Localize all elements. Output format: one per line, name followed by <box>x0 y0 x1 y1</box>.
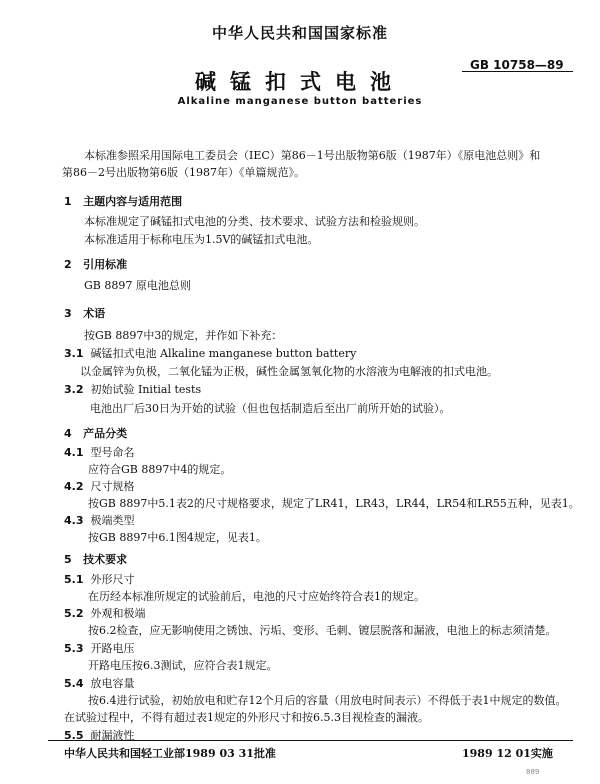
section-5-heading <box>64 551 127 567</box>
subsection-5-2-heading <box>64 605 146 621</box>
subsection-title: 开路电压 <box>90 642 135 655</box>
subsection-number: 4.3 <box>64 514 84 527</box>
section-number: 1 <box>64 195 72 208</box>
subsection-number: 5.5 <box>64 729 84 742</box>
subsection-number: 5.1 <box>64 573 84 586</box>
subsection-4-2-heading <box>64 478 135 494</box>
subsection-number: 3.2 <box>64 383 84 396</box>
subsection-title: 极端类型 <box>90 514 135 527</box>
section-number: 5 <box>64 553 72 566</box>
title-english: Alkaline manganese button batteries <box>177 96 423 107</box>
subsection-title: 型号命名 <box>90 446 135 459</box>
intro-line-2: 第86－2号出版物第6版（1987年）《单篇规范》。 <box>62 166 305 179</box>
intro-line-1: 本标准参照采用国际电工委员会（IEC）第86－1号出版物第6版（1987年）《原电池总则》和 <box>84 149 541 162</box>
subsection-3-1-heading <box>64 345 356 361</box>
section-title: 主题内容与适用范围 <box>83 195 183 208</box>
section-2-line-1: GB 8897 原电池总则 <box>84 279 191 292</box>
section-1-line-1: 本标准规定了碱锰扣式电池的分类、技术要求、试验方法和检验规则。 <box>84 215 425 228</box>
subsection-number: 4.2 <box>64 480 84 493</box>
page-mark: 889 <box>526 768 540 776</box>
section-3-heading <box>64 305 105 321</box>
section-title: 术语 <box>83 307 106 320</box>
subsection-5-2-line-1: 按6.2检查，应无影响使用之锈蚀、污垢、变形、毛刺、镀层脱落和漏液，电池上的标志须清楚。 <box>88 624 557 637</box>
section-title: 产品分类 <box>83 427 128 440</box>
section-2-heading <box>64 256 127 272</box>
section-1-line-2: 本标准适用于标称电压为1.5V的碱锰扣式电池。 <box>84 233 319 246</box>
subsection-number: 5.3 <box>64 642 84 655</box>
footer-rule <box>48 740 573 741</box>
subsection-5-1-heading <box>64 571 135 587</box>
section-title: 技术要求 <box>83 553 128 566</box>
section-number: 2 <box>64 258 72 271</box>
subsection-number: 3.1 <box>64 347 84 360</box>
subsection-title: 放电容量 <box>90 677 135 690</box>
subsection-title: 初始试验 Initial tests <box>90 383 202 396</box>
section-number: 4 <box>64 427 72 440</box>
subsection-number: 5.4 <box>64 677 84 690</box>
subsection-number: 5.2 <box>64 607 84 620</box>
subsection-3-2-line-1: 电池出厂后30日为开始的试验（但也包括制造后至出厂前所开始的试验）。 <box>90 402 451 415</box>
issued-date: 中华人民共和国轻工业部1989 03 31批准 <box>64 747 276 760</box>
effective-date: 1989 12 01实施 <box>462 747 553 760</box>
subsection-title: 尺寸规格 <box>90 480 135 493</box>
section-number: 3 <box>64 307 72 320</box>
subsection-4-2-line-1: 按GB 8897中5.1表2的尺寸规格要求，规定了LR41，LR43，LR44，LR54和LR55五种，见表1。 <box>88 497 580 510</box>
subsection-3-2-heading <box>64 381 201 397</box>
subsection-5-3-heading <box>64 640 135 656</box>
subsection-4-3-line-1: 按GB 8897中6.1图4规定，见表1。 <box>88 531 267 544</box>
subsection-number: 4.1 <box>64 446 84 459</box>
subsection-5-4-heading <box>64 675 135 691</box>
subsection-title: 外观和极端 <box>90 607 146 620</box>
subsection-title: 耐漏液性 <box>90 729 135 742</box>
subsection-5-3-line-1: 开路电压按6.3测试，应符合表1规定。 <box>88 659 278 672</box>
subsection-5-4-line-2: 在试验过程中，不得有超过表1规定的外形尺寸和按6.5.3目视检查的漏液。 <box>64 711 429 724</box>
standard-number: GB 10758—89 <box>470 58 564 72</box>
subsection-4-1-line-1: 应符合GB 8897中4的规定。 <box>88 463 232 476</box>
section-1-heading <box>64 193 182 209</box>
title-chinese: 碱锰扣式电池 <box>195 69 405 94</box>
subsection-4-3-heading <box>64 512 135 528</box>
subsection-4-1-heading <box>64 444 135 460</box>
subsection-5-1-line-1: 在历经本标准所规定的试验前后，电池的尺寸应始终符合表1的规定。 <box>88 590 425 603</box>
section-3-line-1: 按GB 8897中3的规定，并作如下补充： <box>84 329 283 342</box>
subsection-title: 碱锰扣式电池 Alkaline manganese button battery <box>90 347 357 360</box>
section-title: 引用标准 <box>83 258 128 271</box>
org-title: 中华人民共和国国家标准 <box>211 24 388 42</box>
subsection-3-1-line-1: 以金属锌为负极，二氧化锰为正极，碱性金属氢氧化物的水溶液为电解液的扣式电池。 <box>80 365 498 378</box>
subsection-5-4-line-1: 按6.4进行试验，初始放电和贮存12个月后的容量（用放电时间表示）不得低于表1中规定的数值。 <box>88 694 567 707</box>
section-4-heading <box>64 425 127 441</box>
subsection-title: 外形尺寸 <box>90 573 135 586</box>
